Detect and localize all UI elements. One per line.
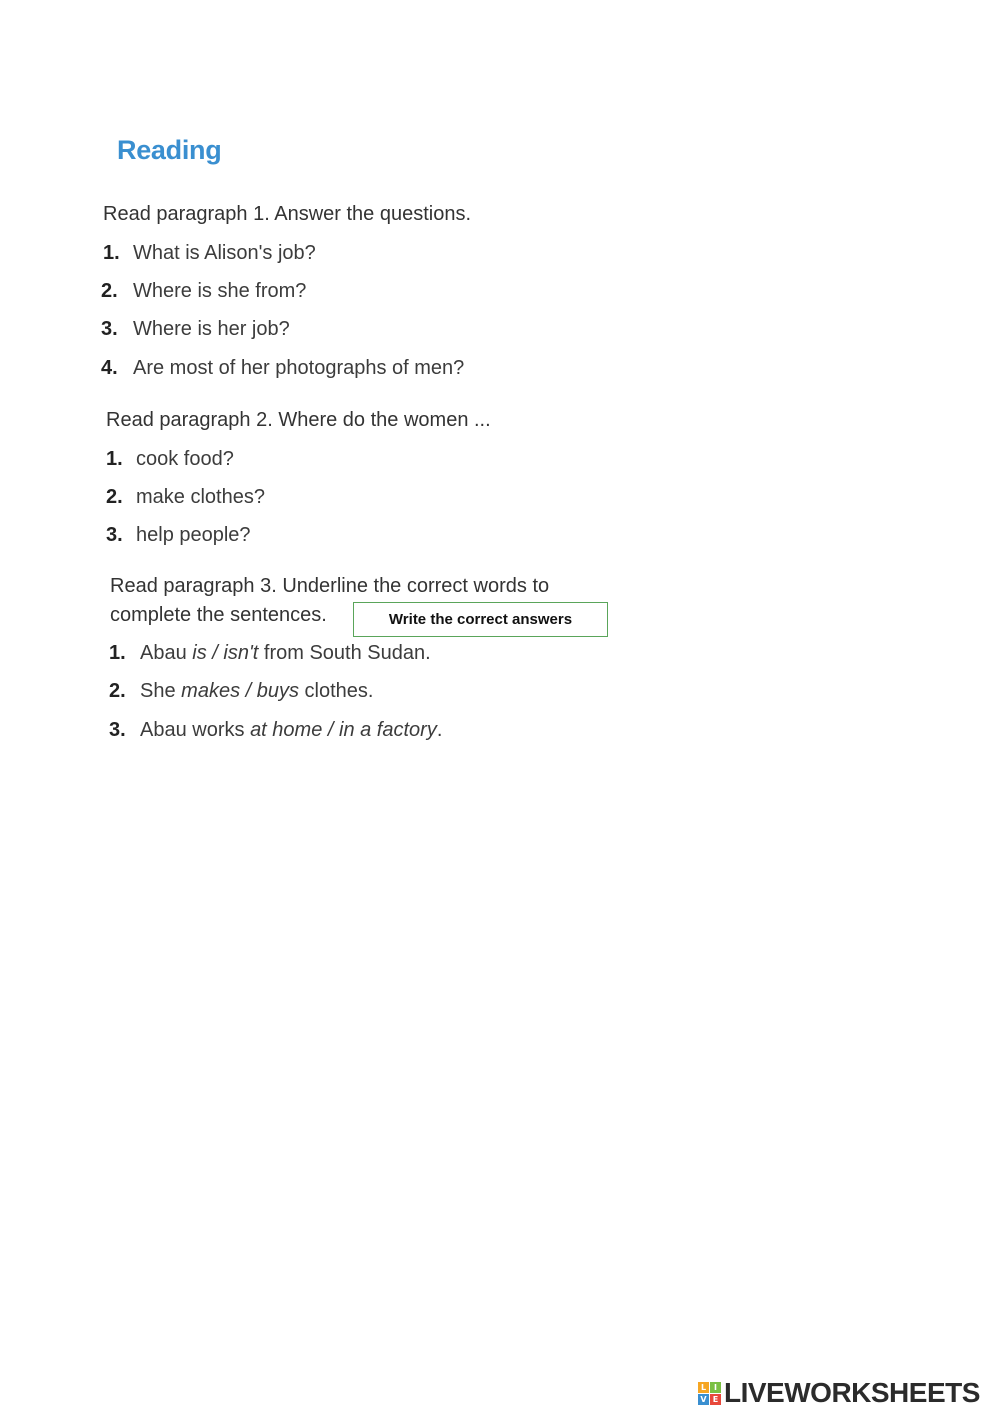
instruction-line-2: complete the sentences.	[110, 604, 327, 626]
item-number: 2.	[106, 486, 123, 508]
logo-text: LIVEWORKSHEETS	[724, 1377, 980, 1408]
item-number: 1.	[103, 242, 120, 264]
logo-tile: L	[698, 1382, 709, 1393]
word-option[interactable]: isn't	[223, 642, 259, 664]
item-number: 2.	[101, 280, 118, 302]
instruction-paragraph-1: Read paragraph 1. Answer the questions.	[103, 203, 472, 225]
word-option[interactable]: is	[192, 642, 207, 664]
question-item	[101, 280, 306, 303]
word-option[interactable]: at home	[250, 719, 323, 741]
section-heading: Reading	[117, 135, 222, 165]
logo-tile: E	[710, 1394, 721, 1405]
instruction-paragraph-2: Read paragraph 2. Where do the women ...	[106, 409, 491, 431]
sentence-pre: Abau	[140, 642, 193, 664]
sentence-item	[109, 719, 442, 742]
item-number: 1.	[109, 642, 126, 664]
option-separator: /	[240, 680, 257, 702]
word-option[interactable]: makes	[181, 680, 241, 702]
item-number: 2.	[109, 680, 126, 702]
item-text: Where is her job?	[133, 318, 290, 340]
liveworksheets-logo	[698, 1378, 980, 1408]
item-number: 3.	[106, 524, 123, 546]
question-item	[106, 448, 234, 471]
sentence-pre: She	[140, 680, 182, 702]
option-separator: /	[322, 719, 339, 741]
item-text: make clothes?	[136, 486, 265, 508]
question-item	[101, 357, 464, 380]
question-item	[106, 486, 265, 509]
question-item	[101, 318, 290, 341]
item-number: 1.	[106, 448, 123, 470]
instruction-line-1: Read paragraph 3. Underline the correct words to	[110, 575, 550, 597]
question-item	[103, 242, 316, 265]
logo-tile: I	[710, 1382, 721, 1393]
word-option[interactable]: buys	[256, 680, 299, 702]
item-text: help people?	[136, 524, 251, 546]
answer-input-box[interactable]: Write the correct answers	[353, 602, 608, 637]
sentence-item	[109, 680, 373, 703]
option-separator: /	[206, 642, 224, 664]
sentence-item	[109, 642, 431, 665]
sentence-pre: Abau works	[140, 719, 251, 741]
item-text: cook food?	[136, 448, 234, 470]
item-number: 3.	[101, 318, 118, 340]
sentence-post: clothes.	[298, 680, 374, 702]
item-number: 3.	[109, 719, 126, 741]
word-option[interactable]: in a factory	[339, 719, 437, 741]
sentence-post: .	[436, 719, 443, 741]
item-number: 4.	[101, 357, 118, 379]
question-item	[106, 524, 251, 547]
item-text: Are most of her photographs of men?	[133, 357, 465, 379]
logo-tiles	[698, 1382, 721, 1405]
sentence-post: from South Sudan.	[258, 642, 431, 664]
item-text: Where is she from?	[133, 280, 307, 302]
logo-tile: V	[698, 1394, 709, 1405]
item-text: What is Alison's job?	[133, 242, 316, 264]
